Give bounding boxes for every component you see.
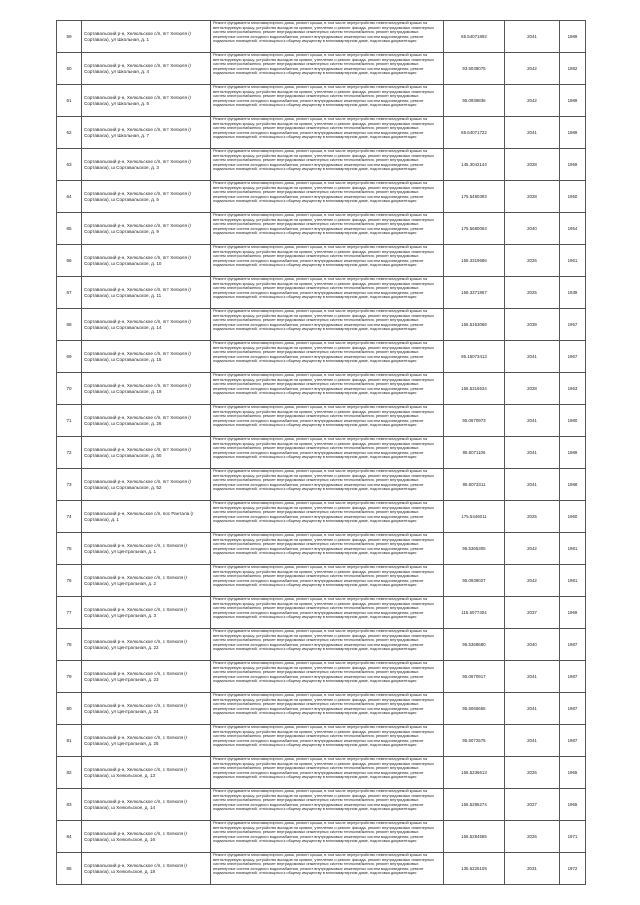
table-row: [57, 469, 586, 501]
works-cell: [211, 85, 444, 117]
table-row: [57, 501, 586, 533]
table-row: [57, 373, 586, 405]
built-year-cell: 1969: [560, 597, 586, 629]
works-text: Ремонт фундамента многоквартирного дома, ремонт крыши, в том числе переустройство невентилируемой крыши на вентилируемую крышу, устройство выходов на кровлю, утепление и ремонт фасада, ремонт внутридомовых инженерных систем электроснабжения, ремонт внутридомовых инженерных систем теплоснабжения, ремонт внутридомовых инженерных систем холодного водоснабжения, ремонт внутридомовых инженерных систем водоотведения, ремонт подвальных помещений, относящихся к общему имуществу в многоквартирном доме, подготовка документации: [213, 245, 434, 267]
area-cell: 159.3371867: [444, 277, 505, 309]
works-text: Ремонт фундамента многоквартирного дома, ремонт крыши, в том числе переустройство невентилируемой крыши на вентилируемую крышу, устройство выходов на кровлю, утепление и ремонт фасада, ремонт внутридомовых инженерных систем электроснабжения, ремонт внутридомовых инженерных систем теплоснабжения, ремонт внутридомовых инженерных систем холодного водоснабжения, ремонт внутридомовых инженерных систем водоотведения, ремонт подвальных помещений, относящихся к общему имуществу в многоквартирном доме, подготовка документации: [213, 437, 434, 459]
table-row: [57, 757, 586, 789]
works-text: Ремонт фундамента многоквартирного дома, ремонт крыши, в том числе переустройство невентилируемой крыши на вентилируемую крышу, устройство выходов на кровлю, утепление и ремонт фасада, ремонт внутридомовых инженерных систем электроснабжения, ремонт внутридомовых инженерных систем теплоснабжения, ремонт внутридомовых инженерных систем холодного водоснабжения, ремонт внутридомовых инженерных систем водоотведения, ремонт подвальных помещений, относящихся к общему имуществу в многоквартирном доме, подготовка документации: [213, 725, 434, 747]
row-number: 62: [57, 117, 82, 149]
planned-year-cell: 2028: [505, 373, 560, 405]
planned-year-cell: 2041: [505, 661, 560, 693]
built-year-cell: 1981: [560, 565, 586, 597]
works-text: Ремонт фундамента многоквартирного дома, ремонт крыши, в том числе переустройство невентилируемой крыши на вентилируемую крышу, устройство выходов на кровлю, утепление и ремонт фасада, ремонт внутридомовых инженерных систем электроснабжения, ремонт внутридомовых инженерных систем теплоснабжения, ремонт внутридомовых инженерных систем холодного водоснабжения, ремонт внутридомовых инженерных систем водоотведения, ремонт подвальных помещений, относящихся к общему имуществу в многоквартирном доме, подготовка документации: [213, 117, 434, 139]
planned-year-cell: 2025: [505, 277, 560, 309]
planned-year-cell: 2041: [505, 725, 560, 757]
area-cell: 95.15073413: [444, 341, 505, 373]
area-cell: 175.5446011: [444, 501, 505, 533]
address-cell: Сортавальский р-н, Хелюльское с/п, пгт Хелюля (г Сортавала), ш Сортавальское, д. 50: [82, 437, 211, 469]
planned-year-cell: 2026: [505, 821, 560, 853]
row-number: 70: [57, 373, 82, 405]
works-cell: [211, 725, 444, 757]
built-year-cell: 1954: [560, 213, 586, 245]
works-cell: [211, 245, 444, 277]
table-row: [57, 597, 586, 629]
document-page: [56, 20, 586, 885]
table-row: [57, 181, 586, 213]
address-cell: Сортавальский р-н, Хелюльское с/п, пгт Хелюля (г Сортавала), ул Школьная, д. 5: [82, 85, 211, 117]
area-cell: 155.3319686: [444, 245, 505, 277]
row-number: 60: [57, 53, 82, 85]
works-text: Ремонт фундамента многоквартирного дома, ремонт крыши, в том числе переустройство невентилируемой крыши на вентилируемую крышу, устройство выходов на кровлю, утепление и ремонт фасада, ремонт внутридомовых инженерных систем электроснабжения, ремонт внутридомовых инженерных систем теплоснабжения, ремонт внутридомовых инженерных систем холодного водоснабжения, ремонт внутридомовых инженерных систем водоотведения, ремонт подвальных помещений, относящихся к общему имуществу в многоквартирном доме, подготовка документации: [213, 597, 434, 619]
works-text: Ремонт фундамента многоквартирного дома, ремонт крыши, в том числе переустройство невентилируемой крыши на вентилируемую крышу, устройство выходов на кровлю, утепление и ремонт фасада, ремонт внутридомовых инженерных систем электроснабжения, ремонт внутридомовых инженерных систем теплоснабжения, ремонт внутридомовых инженерных систем холодного водоснабжения, ремонт внутридомовых инженерных систем водоотведения, ремонт подвальных помещений, относящихся к общему имуществу в многоквартирном доме, подготовка документации: [213, 149, 434, 171]
works-text: Ремонт фундамента многоквартирного дома, ремонт крыши, в том числе переустройство невентилируемой крыши на вентилируемую крышу, устройство выходов на кровлю, утепление и ремонт фасада, ремонт внутридомовых инженерных систем электроснабжения, ремонт внутридомовых инженерных систем теплоснабжения, ремонт внутридомовых инженерных систем холодного водоснабжения, ремонт внутридомовых инженерных систем водоотведения, ремонт подвальных помещений, относящихся к общему имуществу в многоквартирном доме, подготовка документации: [213, 405, 434, 427]
works-text: Ремонт фундамента многоквартирного дома, ремонт крыши, в том числе переустройство невентилируемой крыши на вентилируемую крышу, устройство выходов на кровлю, утепление и ремонт фасада, ремонт внутридомовых инженерных систем электроснабжения, ремонт внутридомовых инженерных систем теплоснабжения, ремонт внутридомовых инженерных систем холодного водоснабжения, ремонт внутридомовых инженерных систем водоотведения, ремонт подвальных помещений, относящихся к общему имуществу в многоквартирном доме, подготовка документации: [213, 501, 434, 523]
works-cell: [211, 405, 444, 437]
row-number: 63: [57, 149, 82, 181]
works-text: Ремонт фундамента многоквартирного дома, ремонт крыши, в том числе переустройство невентилируемой крыши на вентилируемую крышу, устройство выходов на кровлю, утепление и ремонт фасада, ремонт внутридомовых инженерных систем электроснабжения, ремонт внутридомовых инженерных систем теплоснабжения, ремонт внутридомовых инженерных систем холодного водоснабжения, ремонт внутридомовых инженерных систем водоотведения, ремонт подвальных помещений, относящихся к общему имуществу в многоквартирном доме, подготовка документации: [213, 341, 434, 363]
address-cell: Сортавальский р-н, Хелюльское с/п, с Хелюля (г Сортавала), ул Центральная, д. 23: [82, 661, 211, 693]
area-cell: 175.5490393: [444, 181, 505, 213]
works-cell: [211, 597, 444, 629]
works-cell: [211, 437, 444, 469]
row-number: 74: [57, 501, 82, 533]
works-text: Ремонт фундамента многоквартирного дома, ремонт крыши, в том числе переустройство невентилируемой крыши на вентилируемую крышу, устройство выходов на кровлю, утепление и ремонт фасада, ремонт внутридомовых инженерных систем электроснабжения, ремонт внутридомовых инженерных систем теплоснабжения, ремонт внутридомовых инженерных систем холодного водоснабжения, ремонт внутридомовых инженерных систем водоотведения, ремонт подвальных помещений, относящихся к общему имуществу в многоквартирном доме, подготовка документации: [213, 821, 434, 843]
planned-year-cell: 2040: [505, 213, 560, 245]
address-cell: Сортавальский р-н, Хелюльское с/п, с Хелюля (г Сортавала), ул Центральная, д. 3: [82, 597, 211, 629]
built-year-cell: 1988: [560, 469, 586, 501]
planned-year-cell: 2031: [505, 853, 560, 885]
area-cell: 155.5236613: [444, 757, 505, 789]
planned-year-cell: 2041: [505, 21, 560, 53]
row-number: 72: [57, 437, 82, 469]
works-text: Ремонт фундамента многоквартирного дома, ремонт крыши, в том числе переустройство невентилируемой крыши на вентилируемую крышу, устройство выходов на кровлю, утепление и ремонт фасада, ремонт внутридомовых инженерных систем электроснабжения, ремонт внутридомовых инженерных систем теплоснабжения, ремонт внутридомовых инженерных систем холодного водоснабжения, ремонт внутридомовых инженерных систем водоотведения, ремонт подвальных помещений, относящихся к общему имуществу в многоквартирном доме, подготовка документации: [213, 277, 434, 299]
address-cell: Сортавальский р-н, Хелюльское с/п, с Хелюля (г Сортавала), ш Хелюльское, д. 14: [82, 789, 211, 821]
works-cell: [211, 533, 444, 565]
row-number: 81: [57, 725, 82, 757]
address-cell: Сортавальский р-н, Хелюльское с/п, с Хелюля (г Сортавала), ш Хелюльское, д. 13: [82, 757, 211, 789]
row-number: 59: [57, 21, 82, 53]
table-row: [57, 117, 586, 149]
table-row: [57, 629, 586, 661]
built-year-cell: 1967: [560, 341, 586, 373]
area-cell: 95.0670973: [444, 405, 505, 437]
address-cell: Сортавальский р-н, Хелюльское с/п, пгт Хелюля (г Сортавала), ш Сортавальское, д. 11: [82, 277, 211, 309]
works-text: Ремонт фундамента многоквартирного дома, ремонт крыши, в том числе переустройство невентилируемой крыши на вентилируемую крышу, устройство выходов на кровлю, утепление и ремонт фасада, ремонт внутридомовых инженерных систем электроснабжения, ремонт внутридомовых инженерных систем теплоснабжения, ремонт внутридомовых инженерных систем холодного водоснабжения, ремонт внутридомовых инженерных систем водоотведения, ремонт подвальных помещений, относящихся к общему имуществу в многоквартирном доме, подготовка документации: [213, 53, 434, 75]
built-year-cell: 1987: [560, 725, 586, 757]
address-cell: Сортавальский р-н, Хелюльское с/п, пгт Хелюля (г Сортавала), ул Школьная, д. 4: [82, 53, 211, 85]
works-text: Ремонт фундамента многоквартирного дома, ремонт крыши, в том числе переустройство невентилируемой крыши на вентилируемую крышу, устройство выходов на кровлю, утепление и ремонт фасада, ремонт внутридомовых инженерных систем электроснабжения, ремонт внутридомовых инженерных систем теплоснабжения, ремонт внутридомовых инженерных систем холодного водоснабжения, ремонт внутридомовых инженерных систем водоотведения, ремонт подвальных помещений, относящихся к общему имуществу в многоквартирном доме, подготовка документации: [213, 789, 434, 811]
address-cell: Сортавальский р-н, Хелюльское с/п, пгт Хелюля (г Сортавала), ш Сортавальское, д. 19: [82, 373, 211, 405]
area-cell: 95.0939836: [444, 85, 505, 117]
works-cell: [211, 181, 444, 213]
works-text: Ремонт фундамента многоквартирного дома, ремонт крыши, в том числе переустройство невентилируемой крыши на вентилируемую крышу, устройство выходов на кровлю, утепление и ремонт фасада, ремонт внутридомовых инженерных систем электроснабжения, ремонт внутридомовых инженерных систем теплоснабжения, ремонт внутридомовых инженерных систем холодного водоснабжения, ремонт внутридомовых инженерных систем водоотведения, ремонт подвальных помещений, относящихся к общему имуществу в многоквартирном доме, подготовка документации: [213, 21, 434, 43]
table-row: [57, 277, 586, 309]
works-text: Ремонт фундамента многоквартирного дома, ремонт крыши, в том числе переустройство невентилируемой крыши на вентилируемую крышу, устройство выходов на кровлю, утепление и ремонт фасада, ремонт внутридомовых инженерных систем электроснабжения, ремонт внутридомовых инженерных систем теплоснабжения, ремонт внутридомовых инженерных систем холодного водоснабжения, ремонт внутридомовых инженерных систем водоотведения, ремонт подвальных помещений, относящихся к общему имуществу в многоквартирном доме, подготовка документации: [213, 693, 434, 715]
table-row: [57, 53, 586, 85]
row-number: 73: [57, 469, 82, 501]
table-row: [57, 565, 586, 597]
area-cell: 95.5365305: [444, 533, 505, 565]
address-cell: Сортавальский р-н, Хелюльское с/п, пос Рантала (г Сортавала), д. 1: [82, 501, 211, 533]
works-cell: [211, 309, 444, 341]
works-cell: [211, 661, 444, 693]
works-text: Ремонт фундамента многоквартирного дома, ремонт крыши, в том числе переустройство невентилируемой крыши на вентилируемую крышу, устройство выходов на кровлю, утепление и ремонт фасада, ремонт внутридомовых инженерных систем электроснабжения, ремонт внутридомовых инженерных систем теплоснабжения, ремонт внутридомовых инженерных систем холодного водоснабжения, ремонт внутридомовых инженерных систем водоотведения, ремонт подвальных помещений, относящихся к общему имуществу в многоквартирном доме, подготовка документации: [213, 565, 434, 587]
address-cell: Сортавальский р-н, Хелюльское с/п, пгт Хелюля (г Сортавала), ш Сортавальское, д. 15: [82, 341, 211, 373]
works-cell: [211, 21, 444, 53]
area-cell: 95.5368680: [444, 629, 505, 661]
table-row: [57, 245, 586, 277]
row-number: 68: [57, 309, 82, 341]
address-cell: Сортавальский р-н, Хелюльское с/п, пгт Хелюля (г Сортавала), ш Сортавальское, д. 14: [82, 309, 211, 341]
area-cell: 155.5284585: [444, 821, 505, 853]
built-year-cell: 1981: [560, 533, 586, 565]
row-number: 61: [57, 85, 82, 117]
planned-year-cell: 2042: [505, 533, 560, 565]
area-cell: 95.5071106: [444, 437, 505, 469]
planned-year-cell: 2026: [505, 757, 560, 789]
table-body: [57, 21, 586, 885]
row-number: 77: [57, 597, 82, 629]
address-cell: Сортавальский р-н, Хелюльское с/п, с Хелюля (г Сортавала), ул Центральная, д. 1: [82, 533, 211, 565]
works-cell: [211, 213, 444, 245]
works-cell: [211, 853, 444, 885]
table-row: [57, 85, 586, 117]
area-cell: 95.5066655: [444, 693, 505, 725]
row-number: 85: [57, 853, 82, 885]
row-number: 69: [57, 341, 82, 373]
area-cell: 155.5153066: [444, 309, 505, 341]
planned-year-cell: 2041: [505, 117, 560, 149]
area-cell: 93.5039075: [444, 53, 505, 85]
built-year-cell: 1987: [560, 629, 586, 661]
table-row: [57, 437, 586, 469]
table-row: [57, 21, 586, 53]
works-text: Ремонт фундамента многоквартирного дома, ремонт крыши, в том числе переустройство невентилируемой крыши на вентилируемую крышу, устройство выходов на кровлю, утепление и ремонт фасада, ремонт внутридомовых инженерных систем электроснабжения, ремонт внутридомовых инженерных систем теплоснабжения, ремонт внутридомовых инженерных систем холодного водоснабжения, ремонт внутридомовых инженерных систем водоотведения, ремонт подвальных помещений, относящихся к общему имуществу в многоквартирном доме, подготовка документации: [213, 309, 434, 331]
area-cell: 115.5077404: [444, 597, 505, 629]
built-year-cell: 1963: [560, 373, 586, 405]
works-cell: [211, 821, 444, 853]
works-cell: [211, 277, 444, 309]
row-number: 76: [57, 565, 82, 597]
table-row: [57, 405, 586, 437]
row-number: 83: [57, 789, 82, 821]
built-year-cell: 1980: [560, 405, 586, 437]
built-year-cell: 1965: [560, 757, 586, 789]
planned-year-cell: 2028: [505, 149, 560, 181]
row-number: 71: [57, 405, 82, 437]
planned-year-cell: 2041: [505, 341, 560, 373]
built-year-cell: 1960: [560, 501, 586, 533]
works-text: Ремонт фундамента многоквартирного дома, ремонт крыши, в том числе переустройство невентилируемой крыши на вентилируемую крышу, устройство выходов на кровлю, утепление и ремонт фасада, ремонт внутридомовых инженерных систем электроснабжения, ремонт внутридомовых инженерных систем теплоснабжения, ремонт внутридомовых инженерных систем холодного водоснабжения, ремонт внутридомовых инженерных систем водоотведения, ремонт подвальных помещений, относящихся к общему имуществу в многоквартирном доме, подготовка документации: [213, 629, 434, 651]
row-number: 66: [57, 245, 82, 277]
area-cell: 65.54071892: [444, 21, 505, 53]
planned-year-cell: 2041: [505, 437, 560, 469]
table-row: [57, 309, 586, 341]
built-year-cell: 1982: [560, 53, 586, 85]
planned-year-cell: 2041: [505, 693, 560, 725]
planned-year-cell: 2042: [505, 565, 560, 597]
planned-year-cell: 2025: [505, 501, 560, 533]
built-year-cell: 1939: [560, 277, 586, 309]
works-text: Ремонт фундамента многоквартирного дома, ремонт крыши, в том числе переустройство невентилируемой крыши на вентилируемую крышу, устройство выходов на кровлю, утепление и ремонт фасада, ремонт внутридомовых инженерных систем электроснабжения, ремонт внутридомовых инженерных систем теплоснабжения, ремонт внутридомовых инженерных систем холодного водоснабжения, ремонт внутридомовых инженерных систем водоотведения, ремонт подвальных помещений, относящихся к общему имуществу в многоквартирном доме, подготовка документации: [213, 181, 434, 203]
works-cell: [211, 149, 444, 181]
works-text: Ремонт фундамента многоквартирного дома, ремонт крыши, в том числе переустройство невентилируемой крыши на вентилируемую крышу, устройство выходов на кровлю, утепление и ремонт фасада, ремонт внутридомовых инженерных систем электроснабжения, ремонт внутридомовых инженерных систем теплоснабжения, ремонт внутридомовых инженерных систем холодного водоснабжения, ремонт внутридомовых инженерных систем водоотведения, ремонт подвальных помещений, относящихся к общему имуществу в многоквартирном доме, подготовка документации: [213, 757, 434, 779]
area-cell: 95.0939027: [444, 565, 505, 597]
table-row: [57, 821, 586, 853]
built-year-cell: 1959: [560, 149, 586, 181]
built-year-cell: 1989: [560, 21, 586, 53]
area-cell: 175.5680064: [444, 213, 505, 245]
area-cell: 95.5072575: [444, 725, 505, 757]
area-cell: 65.64071722: [444, 117, 505, 149]
table-row: [57, 661, 586, 693]
built-year-cell: 1972: [560, 853, 586, 885]
table-row: [57, 341, 586, 373]
area-cell: 145.3042144: [444, 149, 505, 181]
row-number: 67: [57, 277, 82, 309]
address-cell: Сортавальский р-н, Хелюльское с/п, с Хелюля (г Сортавала), ш Хелюльское, д. 18: [82, 853, 211, 885]
built-year-cell: 1957: [560, 309, 586, 341]
planned-year-cell: 2041: [505, 405, 560, 437]
works-cell: [211, 757, 444, 789]
works-text: Ремонт фундамента многоквартирного дома, ремонт крыши, в том числе переустройство невентилируемой крыши на вентилируемую крышу, устройство выходов на кровлю, утепление и ремонт фасада, ремонт внутридомовых инженерных систем электроснабжения, ремонт внутридомовых инженерных систем теплоснабжения, ремонт внутридомовых инженерных систем холодного водоснабжения, ремонт внутридомовых инженерных систем водоотведения, ремонт подвальных помещений, относящихся к общему имуществу в многоквартирном доме, подготовка документации: [213, 533, 434, 555]
built-year-cell: 1987: [560, 661, 586, 693]
housing-repair-table: [56, 20, 586, 885]
works-cell: [211, 565, 444, 597]
address-cell: Сортавальский р-н, Хелюльское с/п, пгт Хелюля (г Сортавала), ш Сортавальское, д. 3: [82, 149, 211, 181]
table-row: [57, 213, 586, 245]
address-cell: Сортавальский р-н, Хелюльское с/п, пгт Хелюля (г Сортавала), ул Школьная, д. 1: [82, 21, 211, 53]
works-text: Ремонт фундамента многоквартирного дома, ремонт крыши, в том числе переустройство невентилируемой крыши на вентилируемую крышу, устройство выходов на кровлю, утепление и ремонт фасада, ремонт внутридомовых инженерных систем электроснабжения, ремонт внутридомовых инженерных систем теплоснабжения, ремонт внутридомовых инженерных систем холодного водоснабжения, ремонт внутридомовых инженерных систем водоотведения, ремонт подвальных помещений, относящихся к общему имуществу в многоквартирном доме, подготовка документации: [213, 661, 434, 683]
row-number: 80: [57, 693, 82, 725]
address-cell: Сортавальский р-н, Хелюльское с/п, пгт Хелюля (г Сортавала), ш Сортавальское, д. 10: [82, 245, 211, 277]
address-cell: Сортавальский р-н, Хелюльское с/п, пгт Хелюля (г Сортавала), ул Школьная, д. 7: [82, 117, 211, 149]
works-cell: [211, 341, 444, 373]
area-cell: 155.5316534: [444, 373, 505, 405]
row-number: 79: [57, 661, 82, 693]
area-cell: 155.5286274: [444, 789, 505, 821]
address-cell: Сортавальский р-н, Хелюльское с/п, с Хелюля (г Сортавала), ул Центральная, д. 22: [82, 629, 211, 661]
table-row: [57, 693, 586, 725]
table-row: [57, 853, 586, 885]
area-cell: 95.5073311: [444, 469, 505, 501]
row-number: 78: [57, 629, 82, 661]
planned-year-cell: 2042: [505, 53, 560, 85]
address-cell: Сортавальский р-н, Хелюльское с/п, с Хелюля (г Сортавала), ул Центральная, д. 24: [82, 693, 211, 725]
planned-year-cell: 2040: [505, 629, 560, 661]
address-cell: Сортавальский р-н, Хелюльское с/п, пгт Хелюля (г Сортавала), ш Сортавальское, д. 9: [82, 213, 211, 245]
address-cell: Сортавальский р-н, Хелюльское с/п, пгт Хелюля (г Сортавала), ш Сортавальское, д. 5: [82, 181, 211, 213]
built-year-cell: 1961: [560, 245, 586, 277]
built-year-cell: 1989: [560, 117, 586, 149]
works-cell: [211, 693, 444, 725]
built-year-cell: 1965: [560, 789, 586, 821]
table-row: [57, 533, 586, 565]
planned-year-cell: 2042: [505, 85, 560, 117]
works-text: Ремонт фундамента многоквартирного дома, ремонт крыши, в том числе переустройство невентилируемой крыши на вентилируемую крышу, устройство выходов на кровлю, утепление и ремонт фасада, ремонт внутридомовых инженерных систем электроснабжения, ремонт внутридомовых инженерных систем теплоснабжения, ремонт внутридомовых инженерных систем холодного водоснабжения, ремонт внутридомовых инженерных систем водоотведения, ремонт подвальных помещений, относящихся к общему имуществу в многоквартирном доме, подготовка документации: [213, 85, 434, 107]
works-cell: [211, 789, 444, 821]
address-cell: Сортавальский р-н, Хелюльское с/п, с Хелюля (г Сортавала), ш Хелюльское, д. 16: [82, 821, 211, 853]
works-text: Ремонт фундамента многоквартирного дома, ремонт крыши, в том числе переустройство невентилируемой крыши на вентилируемую крышу, устройство выходов на кровлю, утепление и ремонт фасада, ремонт внутридомовых инженерных систем электроснабжения, ремонт внутридомовых инженерных систем теплоснабжения, ремонт внутридомовых инженерных систем холодного водоснабжения, ремонт внутридомовых инженерных систем водоотведения, ремонт подвальных помещений, относящихся к общему имуществу в многоквартирном доме, подготовка документации: [213, 469, 434, 491]
works-text: Ремонт фундамента многоквартирного дома, ремонт крыши, в том числе переустройство невентилируемой крыши на вентилируемую крышу, устройство выходов на кровлю, утепление и ремонт фасада, ремонт внутридомовых инженерных систем электроснабжения, ремонт внутридомовых инженерных систем теплоснабжения, ремонт внутридомовых инженерных систем холодного водоснабжения, ремонт внутридомовых инженерных систем водоотведения, ремонт подвальных помещений, относящихся к общему имуществу в многоквартирном доме, подготовка документации: [213, 373, 434, 395]
works-cell: [211, 53, 444, 85]
works-text: Ремонт фундамента многоквартирного дома, ремонт крыши, в том числе переустройство невентилируемой крыши на вентилируемую крышу, устройство выходов на кровлю, утепление и ремонт фасада, ремонт внутридомовых инженерных систем электроснабжения, ремонт внутридомовых инженерных систем теплоснабжения, ремонт внутридомовых инженерных систем холодного водоснабжения, ремонт внутридомовых инженерных систем водоотведения, ремонт подвальных помещений, относящихся к общему имуществу в многоквартирном доме, подготовка документации: [213, 213, 434, 235]
row-number: 84: [57, 821, 82, 853]
row-number: 64: [57, 181, 82, 213]
table-row: [57, 149, 586, 181]
table-row: [57, 725, 586, 757]
area-cell: 95.0670917: [444, 661, 505, 693]
works-text: Ремонт фундамента многоквартирного дома, ремонт крыши, в том числе переустройство невентилируемой крыши на вентилируемую крышу, устройство выходов на кровлю, утепление и ремонт фасада, ремонт внутридомовых инженерных систем электроснабжения, ремонт внутридомовых инженерных систем теплоснабжения, ремонт внутридомовых инженерных систем холодного водоснабжения, ремонт внутридомовых инженерных систем водоотведения, ремонт подвальных помещений, относящихся к общему имуществу в многоквартирном доме, подготовка документации: [213, 853, 434, 875]
works-cell: [211, 373, 444, 405]
address-cell: Сортавальский р-н, Хелюльское с/п, с Хелюля (г Сортавала), ул Центральная, д. 25: [82, 725, 211, 757]
built-year-cell: 1989: [560, 437, 586, 469]
works-cell: [211, 469, 444, 501]
built-year-cell: 1971: [560, 821, 586, 853]
planned-year-cell: 2041: [505, 469, 560, 501]
row-number: 82: [57, 757, 82, 789]
works-cell: [211, 501, 444, 533]
planned-year-cell: 2028: [505, 181, 560, 213]
address-cell: Сортавальский р-н, Хелюльское с/п, пгт Хелюля (г Сортавала), ш Сортавальское, д. 52: [82, 469, 211, 501]
planned-year-cell: 2039: [505, 309, 560, 341]
table-row: [57, 789, 586, 821]
built-year-cell: 1950: [560, 181, 586, 213]
planned-year-cell: 2026: [505, 245, 560, 277]
address-cell: Сортавальский р-н, Хелюльское с/п, с Хелюля (г Сортавала), ул Центральная, д. 2: [82, 565, 211, 597]
works-cell: [211, 629, 444, 661]
address-cell: Сортавальский р-н, Хелюльское с/п, пгт Хелюля (г Сортавала), ш Сортавальское, д. 26: [82, 405, 211, 437]
built-year-cell: 1989: [560, 85, 586, 117]
built-year-cell: 1987: [560, 693, 586, 725]
works-cell: [211, 117, 444, 149]
area-cell: 135.5225105: [444, 853, 505, 885]
row-number: 65: [57, 213, 82, 245]
planned-year-cell: 2037: [505, 597, 560, 629]
planned-year-cell: 2027: [505, 789, 560, 821]
row-number: 75: [57, 533, 82, 565]
